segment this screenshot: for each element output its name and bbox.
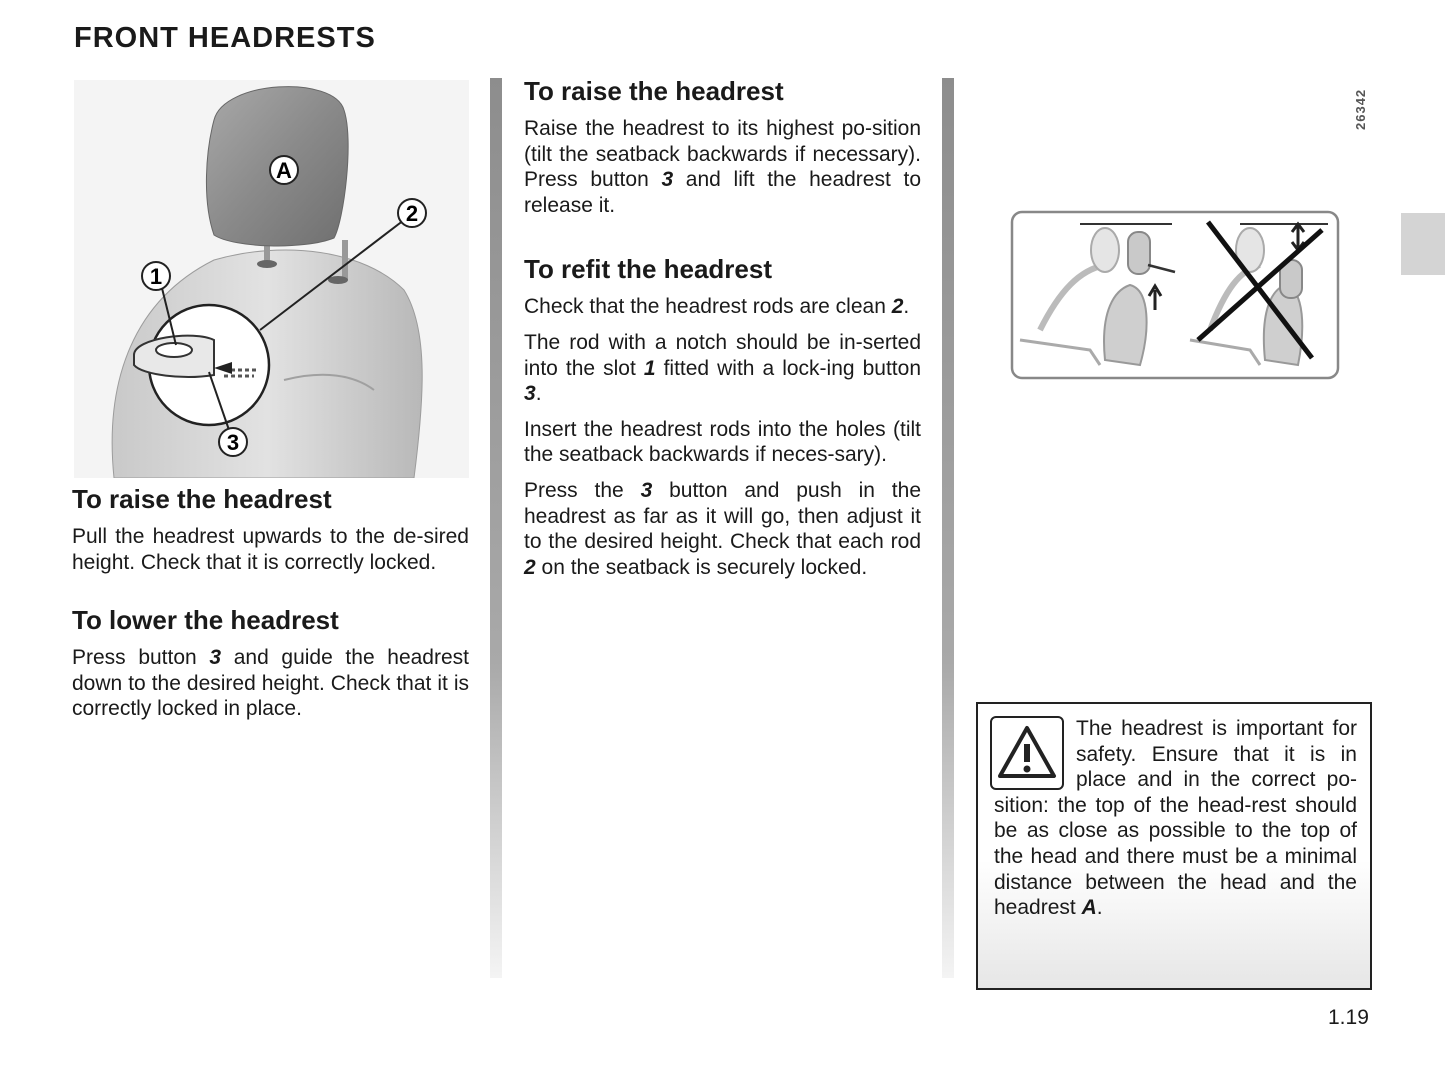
left-column [72, 484, 469, 732]
label-2: 2 [405, 201, 419, 226]
headrest-illustration [74, 80, 469, 478]
refit-paragraph-2: The rod with a notch should be in-serted into the slot 1 fitted with a lock-ing button 3. [524, 330, 921, 406]
raise-heading-left: To raise the headrest [72, 484, 332, 514]
label-a: A [276, 158, 292, 183]
middle-column [524, 76, 921, 590]
figure-code-right: 26342 [1353, 88, 1368, 130]
seat-position-diagram [1010, 210, 1340, 380]
refit-paragraph-1: Check that the headrest rods are clean 2. [524, 295, 910, 319]
chapter-tab [1401, 213, 1445, 275]
column-divider-right [942, 78, 954, 978]
lower-text: Press button 3 and guide the headrest down to the desired height. Check that it is correctly locked in place. [72, 646, 469, 721]
label-1: 1 [149, 264, 163, 289]
label-3: 3 [226, 430, 240, 455]
raise-text-middle: Raise the headrest to its highest po-sition (tilt the seatback backwards if necessary). Press button 3 and lift the headrest to release it. [524, 117, 922, 217]
column-divider-left [490, 78, 502, 978]
warning-text: The headrest is important for safety. Ensure that it is in place and in the correct po-sition: the top of the head-rest should be as close as possible to the top of the head and there must be a minimal distance between the head and the headrest A. [994, 717, 1357, 920]
refit-paragraph-3: Insert the headrest rods into the holes (tilt the seatback backwards if neces-sary). [524, 417, 921, 467]
page-title: FRONT HEADRESTS [74, 22, 376, 54]
refit-paragraph-4: Press the 3 button and push in the headrest as far as it will go, then adjust it to the desired height. Check that each rod 2 on the seatback is securely locked. [524, 478, 922, 579]
raise-text-left: Pull the headrest upwards to the de-sired height. Check that it is correctly locked. [72, 525, 469, 574]
page-number: 1.19 [1328, 1006, 1369, 1029]
refit-heading: To refit the headrest [524, 254, 773, 285]
lower-heading: To lower the headrest [72, 605, 339, 636]
raise-heading-middle: To raise the headrest [524, 76, 784, 106]
warning-box [976, 702, 1372, 990]
